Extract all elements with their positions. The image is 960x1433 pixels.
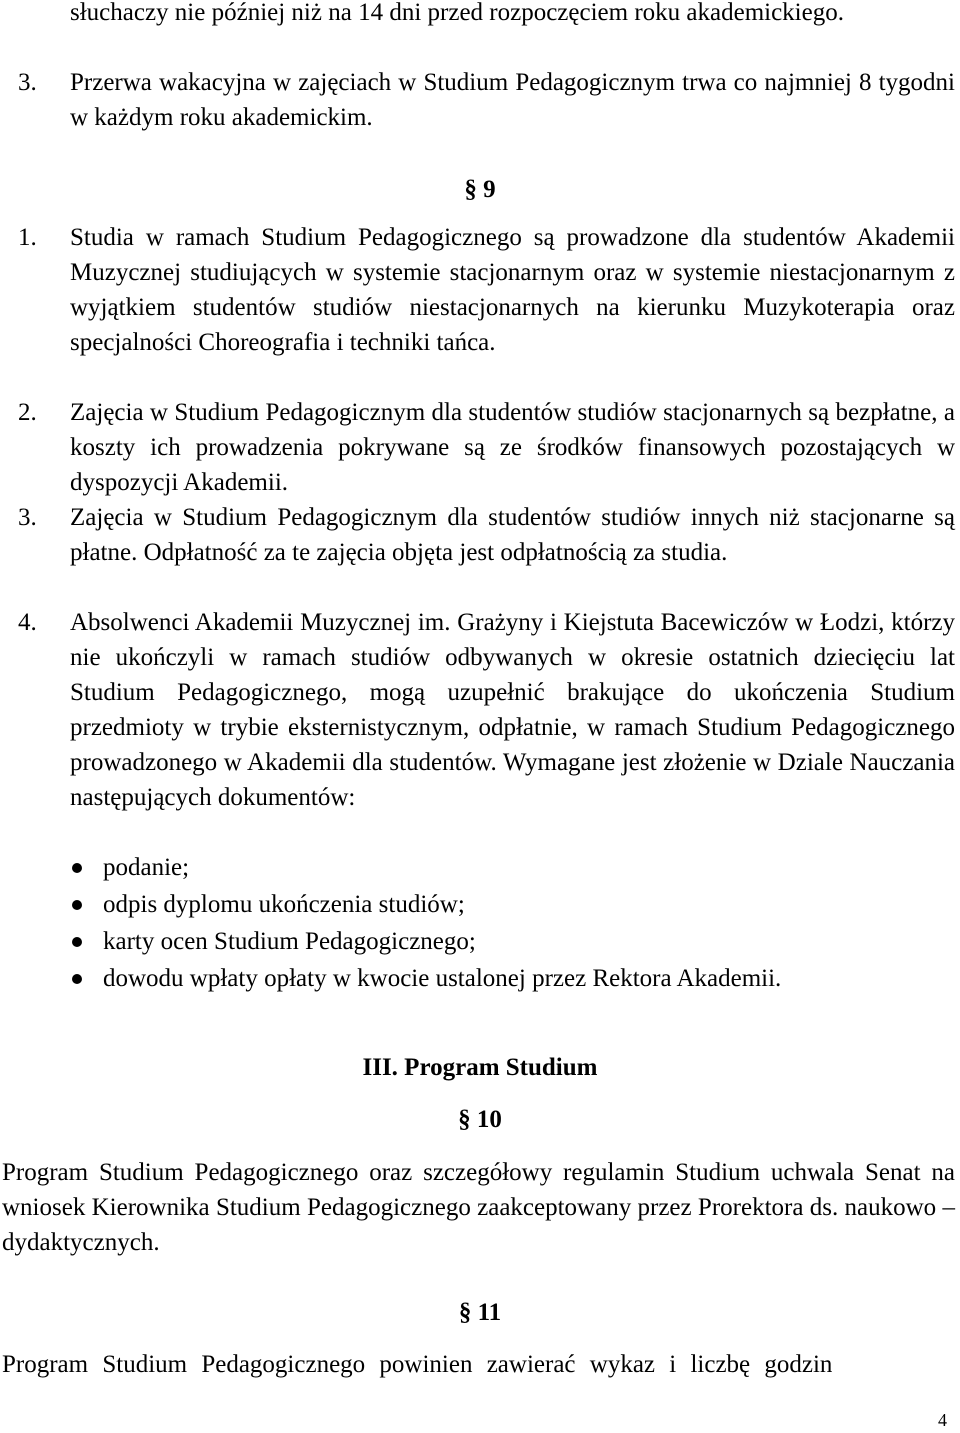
item-number: 3.: [18, 504, 37, 531]
chapter-3-heading: III. Program Studium: [362, 1054, 598, 1081]
section-11-heading: § 11: [458, 1299, 502, 1326]
document-list-item: podanie;: [103, 854, 190, 881]
section-9-item-1: Studia w ramach Studium Pedagogicznego są prowadzone dla studentów Akademii Muzycznej studiujących w systemie stacjonarnym oraz w systemie niestacjonarnym z wyjątkiem studentów studiów niestacjonarnych na kierunku Muzykoterapia oraz specjalności Choreografia i techniki tańca.: [70, 224, 955, 356]
section-9-item-4: Absolwenci Akademii Muzycznej im. Grażyny i Kiejstuta Bacewiczów w Łodzi, którzy nie ukończyli w ramach studiów odbywanych w okresie ostatnich dziecięciu lat Studium Pedagogicznego, mogą uzupełnić brakujące do ukończenia Studium przedmioty w trybie eksternistycznym, odpłatnie, w ramach Studium Pedagogicznego prowadzonego w Akademii dla studentów. Wymagane jest złożenie w Dziale Nauczania następujących dokumentów:: [70, 609, 955, 811]
section-11-text: Program Studium Pedagogicznego powinien zawierać wykaz i liczbę godzin: [2, 1351, 833, 1378]
item-number: 4.: [18, 609, 37, 636]
document-list-item: odpis dyplomu ukończenia studiów;: [103, 891, 465, 918]
document-list-item: dowodu wpłaty opłaty w kwocie ustalonej przez Rektora Akademii.: [103, 965, 782, 992]
item-number: 3.: [18, 69, 37, 96]
page-number: 4: [938, 1410, 947, 1430]
document-list-item: karty ocen Studium Pedagogicznego;: [103, 928, 476, 955]
bullet-icon: [72, 863, 82, 873]
section-10-heading: § 10: [458, 1106, 502, 1133]
item-number: 2.: [18, 399, 37, 426]
bullet-icon: [72, 974, 82, 984]
item-number: 1.: [18, 224, 37, 251]
section-10-text: Program Studium Pedagogicznego oraz szczegółowy regulamin Studium uchwala Senat na wniosek Kierownika Studium Pedagogicznego zaakceptowany przez Prorektora ds. naukowo – dydaktycznych.: [2, 1159, 955, 1256]
section-9-item-2: Zajęcia w Studium Pedagogicznym dla studentów studiów stacjonarnych są bezpłatne, a koszty ich prowadzenia pokrywane są ze środków finansowych pozostających w dyspozycji Akademii.: [70, 399, 955, 496]
paragraph-2-tail: słuchaczy nie później niż na 14 dni przed rozpoczęciem roku akademickiego.: [70, 0, 844, 26]
section-9-item-3: Zajęcia w Studium Pedagogicznym dla studentów studiów innych niż stacjonarne są płatne. Odpłatność za te zajęcia objęta jest odpłatnością za studia.: [70, 504, 955, 566]
bullet-icon: [72, 937, 82, 947]
paragraph-3: Przerwa wakacyjna w zajęciach w Studium Pedagogicznym trwa co najmniej 8 tygodni w każdym roku akademickim.: [70, 69, 955, 131]
bullet-icon: [72, 900, 82, 910]
section-9-heading: § 9: [464, 176, 496, 203]
